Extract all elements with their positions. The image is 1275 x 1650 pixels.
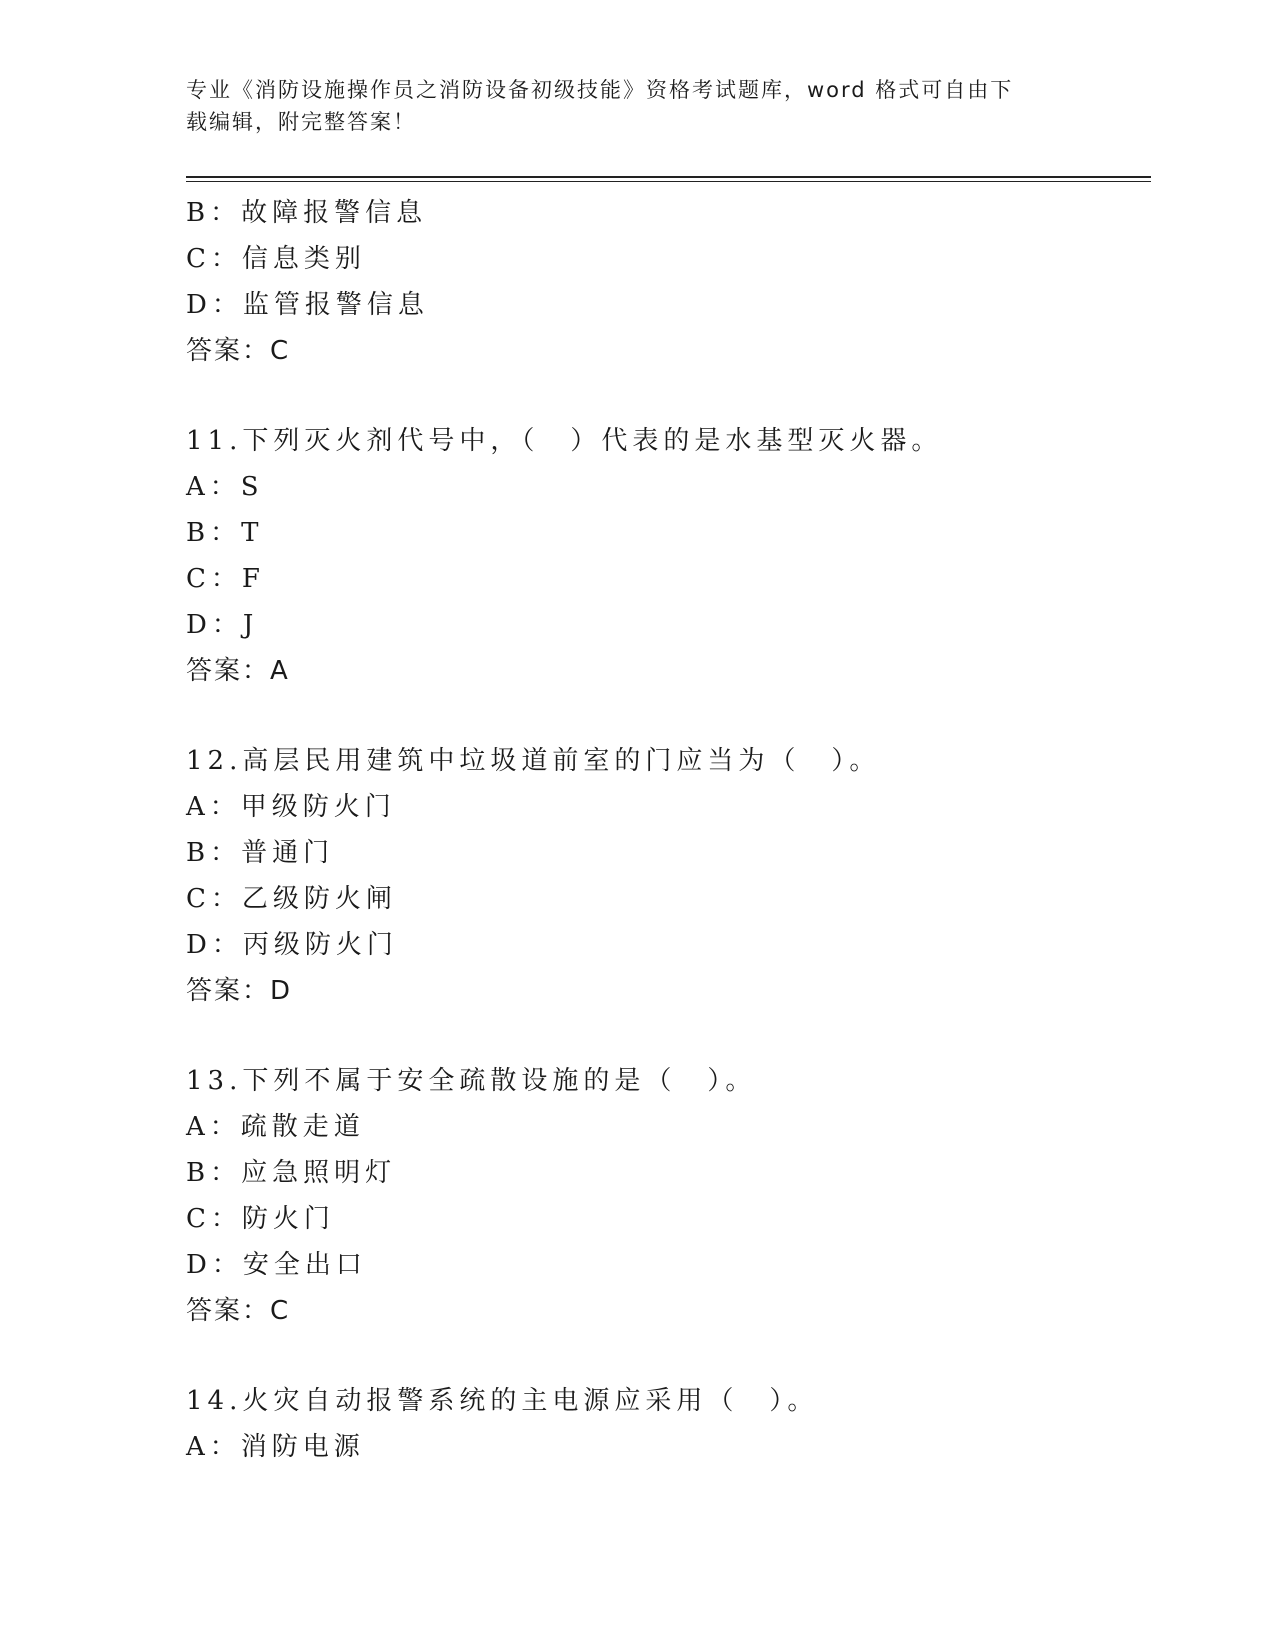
- q12-option-b: B：普通门: [186, 838, 335, 868]
- q12-option-c: C：乙级防火闸: [186, 884, 397, 914]
- spacer: [186, 694, 1151, 738]
- q10-option-d: D：监管报警信息: [186, 290, 429, 320]
- q13-option-b: B：应急照明灯: [186, 1158, 397, 1188]
- q13-option-a: A：疏散走道: [186, 1112, 365, 1142]
- spacer: [186, 1334, 1151, 1378]
- document-header: [186, 74, 1066, 138]
- q11-option-a: A：S: [186, 472, 264, 502]
- question-list: [186, 190, 1151, 1470]
- q12-option-a: A：甲级防火门: [186, 792, 396, 822]
- q12-question: 12.高层民用建筑中垃圾道前室的门应当为（ ）。: [186, 746, 881, 776]
- question-14-block: [186, 1378, 1151, 1470]
- q11-question: 11.下列灭火剂代号中，（ ）代表的是水基型灭火器。: [186, 426, 943, 456]
- q14-question: 14.火灾自动报警系统的主电源应采用（ ）。: [186, 1386, 819, 1416]
- spacer: [186, 374, 1151, 418]
- q12-option-d: D：丙级防火门: [186, 930, 398, 960]
- q11-option-c: C：F: [186, 564, 265, 594]
- q14-option-a: A：消防电源: [186, 1432, 365, 1462]
- header-line-2: 载编辑，附完整答案！: [186, 110, 416, 134]
- q13-option-c: C：防火门: [186, 1204, 335, 1234]
- header-divider-thick: [186, 176, 1151, 178]
- question-12-block: [186, 738, 1151, 1014]
- spacer: [186, 1014, 1151, 1058]
- q11-answer: 答案：A: [186, 656, 290, 686]
- q13-answer: 答案：C: [186, 1296, 291, 1326]
- q11-option-b: B：T: [186, 518, 264, 548]
- q13-option-d: D：安全出口: [186, 1250, 367, 1280]
- question-11-block: [186, 418, 1151, 694]
- question-13-block: [186, 1058, 1151, 1334]
- q12-answer: 答案：D: [186, 976, 293, 1006]
- header-divider-thin: [186, 181, 1151, 182]
- q10-option-b: B：故障报警信息: [186, 198, 428, 228]
- question-10-block: [186, 190, 1151, 374]
- q10-answer: 答案：C: [186, 336, 291, 366]
- q13-question: 13.下列不属于安全疏散设施的是（ ）。: [186, 1066, 757, 1096]
- header-line-1: 专业《消防设施操作员之消防设备初级技能》资格考试题库，word 格式可自由下: [186, 78, 1014, 102]
- q10-option-c: C：信息类别: [186, 244, 366, 274]
- q11-option-d: D：J: [186, 610, 259, 640]
